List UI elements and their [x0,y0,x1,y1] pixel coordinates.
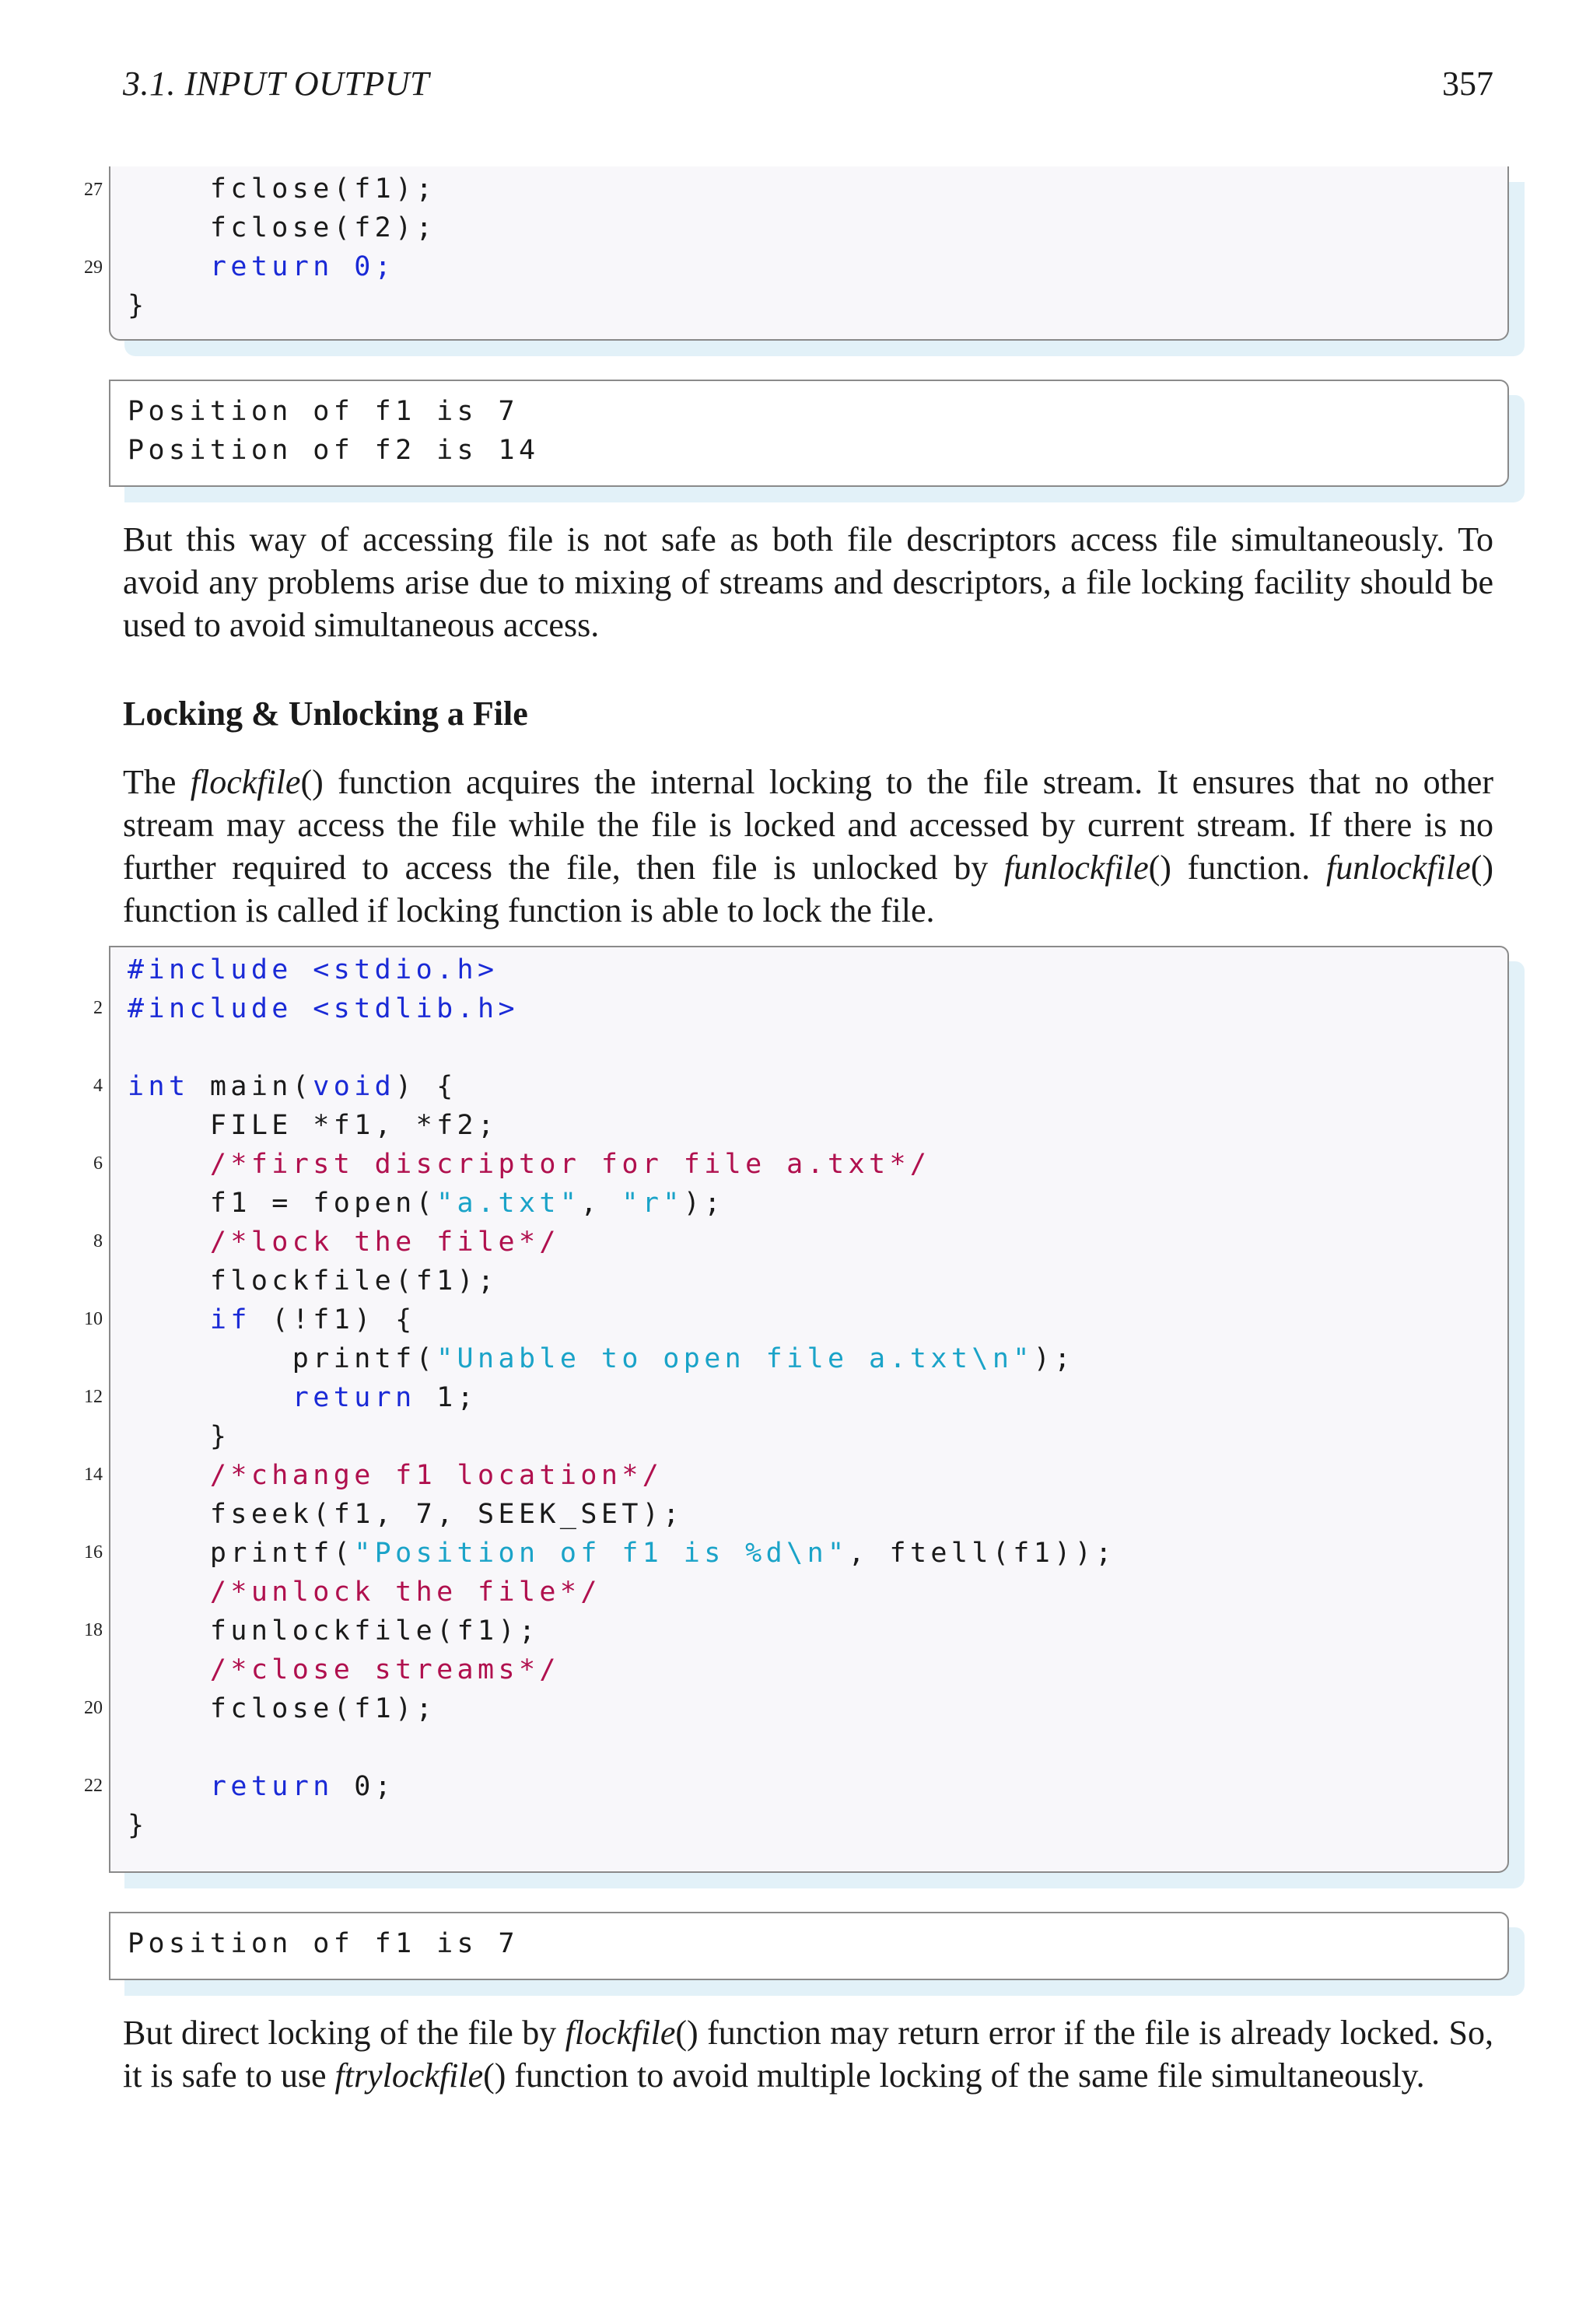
keyword-return: return 0; [128,251,396,282]
output-line: Position of f1 is 7 [128,1928,519,1959]
line-number: 16 [84,1542,103,1563]
code-line: funlockfile(f1); [128,1615,540,1647]
code-line [128,247,395,286]
function-name: flockfile [190,763,301,801]
code-line: printf("Position of f1 is %d\n", ftell(f1)); [128,1538,1116,1569]
line-number: 6 [93,1153,103,1174]
code-line: #include <stdio.h> [128,954,499,985]
code-line: fclose(f1); [128,1693,437,1724]
code-line: int main(void) { [128,1071,457,1102]
code-comment: /*unlock the file*/ [128,1577,601,1608]
function-name: funlockfile [1325,849,1471,887]
paragraph: But this way of accessing file is not safe as both file descriptors access file simultaneously. To avoid any problems arise due to mixing of streams and descriptors, a file locking facility should be used to avoid simultaneous access. [123,520,1493,644]
code-line: FILE *f1, *f2; [128,1110,499,1141]
line-number: 18 [84,1620,103,1640]
line-number: 20 [84,1698,103,1718]
code-line: } [128,1421,231,1452]
code-line: } [128,1810,149,1841]
code-line: fclose(f2); [128,212,437,243]
function-name: ftrylockfile [334,2056,484,2095]
code-line: return 1; [292,1382,478,1413]
code-line: printf("Unable to open file a.txt\n"); [128,1343,1075,1374]
code-block [109,946,1509,1873]
subsection-heading: Locking & Unlocking a File [123,695,528,733]
running-head [123,64,1493,103]
code-line: fclose(f1); [128,173,437,205]
output-line: Position of f2 is 14 [128,435,540,466]
code-line: #include <stdlib.h> [128,993,519,1024]
code-line: fseek(f1, 7, SEEK_SET); [128,1499,684,1530]
line-number: 22 [84,1776,103,1796]
output-block [109,380,1509,487]
output-block [109,1912,1509,1980]
line-number: 29 [84,257,103,278]
paragraph: But direct locking of the file by flockfile() function may return error if the file is already locked. So, it is safe to use ftrylockfile() function to avoid multiple locking of the same file simultaneously. [123,2014,1494,2095]
line-number: 27 [84,180,103,200]
paragraph: The flockfile() function acquires the internal locking to the file stream. It ensures that no other stream may access the file while the file is locked and accessed by current stream. If there is no further required to access the file, then file is unlocked by funlockfile() function. funlockfile() function is called if locking function is able to lock the file. [123,763,1493,929]
code-line: flockfile(f1); [128,1265,499,1297]
code-comment: /*change f1 location*/ [128,1460,663,1491]
function-name: funlockfile [1003,849,1149,887]
page-number: 357 [1442,65,1493,103]
code-line: return 0; [209,1771,396,1802]
code-block-continuation [109,166,1509,341]
function-name: flockfile [565,2014,676,2052]
code-line: } [128,290,149,321]
line-number: 8 [93,1231,103,1251]
code-line: f1 = fopen("a.txt", "r"); [128,1188,725,1219]
code-comment: /*first discriptor for file a.txt*/ [128,1149,931,1180]
code-comment: /*close streams*/ [128,1654,560,1685]
line-number: 4 [93,1076,103,1096]
code-comment: /*lock the file*/ [128,1227,560,1258]
line-number: 10 [84,1309,103,1329]
output-line: Position of f1 is 7 [128,396,519,427]
line-number: 12 [84,1387,103,1407]
line-number: 2 [93,998,103,1018]
line-number: 14 [84,1465,103,1485]
code-line: if (!f1) { [209,1304,416,1335]
section-title: 3.1. INPUT OUTPUT [123,65,429,103]
